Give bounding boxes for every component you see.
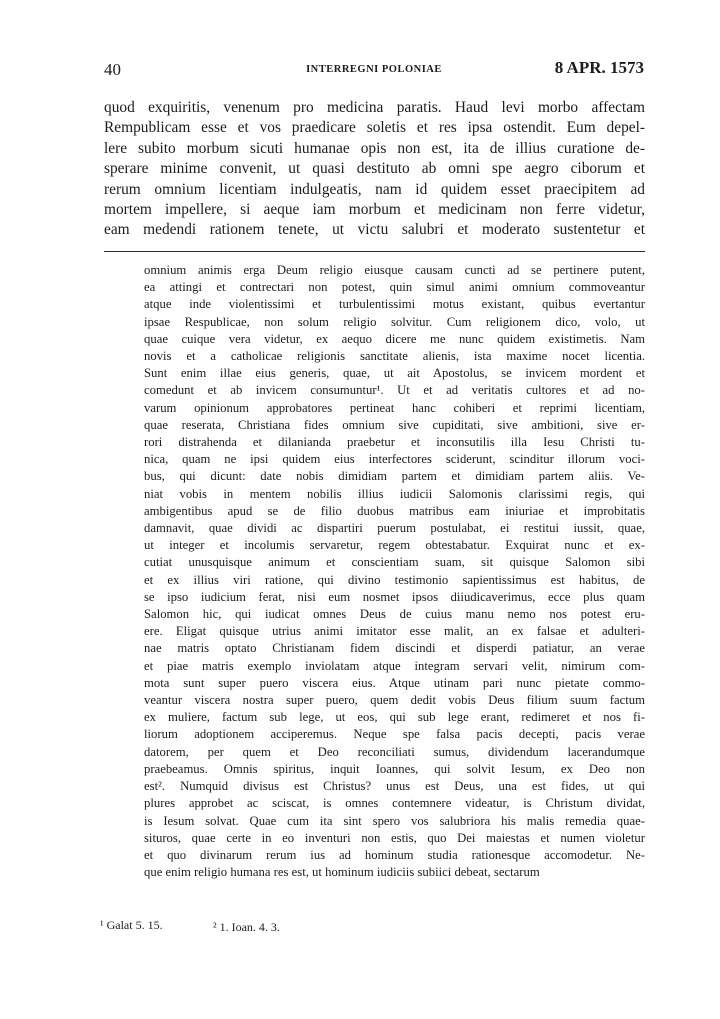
text-line: eam medendi rationem tenete, ut victu salubri et moderato sustentetur et [104,221,645,239]
text-line: Rempublicam esse et vos praedicare soletis et res ipsa ostendit. Eum depel- [104,119,645,137]
commentary-text-block [144,262,645,881]
text-line: omnium animis erga Deum religio eiusque causam cuncti ad se pertinere putent, [144,263,645,277]
text-line: mortem impellere, si aeque iam morbum et medicinam non ferre videtur, [104,201,645,219]
text-line: quae reserata, Christiana fides omnium sive cupiditati, sive ambitioni, sive er- [144,417,645,432]
text-line: bus, qui dicunt: date nobis dimidiam partem et dimidiam partem aliis. Ve- [144,469,645,484]
text-line: ipsae Respublicae, non solum religio solvitur. Cum religionem dico, volo, ut [144,314,645,329]
text-line: est². Numquid divisus est Christus? unus est Deus, una est fides, ut qui [144,779,645,794]
text-line: ambigentibus apud se de filio duobus matribus eam iniuriae et improbitatis [144,503,645,518]
text-line: novis et a catholicae religionis sanctitate alienis, ista maxime nocet licentia. [144,349,645,364]
text-line: quod exquiritis, venenum pro medicina paratis. Haud levi morbo affectam [104,99,645,116]
text-line: damnavit, quae dividi ac dispartiri puerum postulabat, ei restitui iussit, quae, [144,521,645,536]
main-text-block [104,98,645,241]
footnotes [100,918,645,938]
text-line: praebeamus. Omnis spiritus, inquit Ioannes, qui solvit Iesum, ex Deo non [144,761,645,776]
text-line: atque inde violentissimi et turbulentissimi motus existant, quibus evertantur [144,297,645,312]
text-line: Sunt enim illae eius generis, quae, ut ait Apostolus, se invicem mordent et [144,366,645,381]
text-line: nica, quam ne ipsi quidem eius interfectores sciderunt, scinditur illorum voci- [144,452,645,467]
text-line: rerum omnium licentiam indulgeatis, nam id quidem esset praecipitem ad [104,180,645,198]
text-line: et quo divinarum rerum ius ad hominum studia rationesque accomodetur. Ne- [144,847,645,862]
running-title: INTERREGNI POLONIAE [306,64,442,75]
text-line: ea attingi et contrectari non potest, quin simul animi omnium commoveantur [144,280,645,295]
text-line: et piae matris exemplo inviolatam atque integram servari velit, nimirum com- [144,658,645,673]
footnote-2: ² 1. Ioan. 4. 3. [213,920,280,934]
text-line: ex muliere, factum sub lege, ut eos, qui sub lege erant, redimeret et nos fi- [144,710,645,725]
running-date: 8 APR. 1573 [554,58,644,77]
text-line: lere subito morbum sicuti humanae opis non est, ita de illius curatione de- [104,139,645,157]
running-head [104,58,644,82]
footnote-1: ¹ Galat 5. 15. [100,918,163,932]
text-line: nae matris optato Christianam fidem discindi et disperdi patiatur, an verae [144,641,645,656]
text-line: ut integer et incolumis servaretur, regem obtestabatur. Exquirat nunc et ex- [144,538,645,553]
text-divider [104,251,645,252]
text-line: situros, quae certe in eo inventuri non estis, quo Dei maiestas et numen violetur [144,830,645,845]
text-line: Salomon hic, qui iudicat omnes Deus de cuius manu nemo nos potest eru- [144,607,645,622]
page-number: 40 [104,60,121,79]
text-line: quae cuique vera videtur, ex aequo dicere me nunc quidem existimetis. Nam [144,331,645,346]
text-line: varum opinionum approbatores pertineat hanc cohiberi et reprimi licentiam, [144,400,645,415]
text-line: datorem, per quem et Deo reconciliati sumus, dividendum lacerandumque [144,744,645,759]
text-line: plures approbet ac sciscat, is omnes contemnere videatur, is Christum dividat, [144,796,645,811]
text-line: veantur viscera nostra super puero, quem dedit vobis Deus filium suum factum [144,693,645,708]
text-line: et ex illius viri ratione, qui divino testimonio sapientissimus est habitus, de [144,572,645,587]
text-line: que enim religio humana res est, ut hominum iudiciis subiici debeat, sectarum [144,865,540,880]
text-line: is Iesum solvat. Quae cum ita sint spero vos salubriora his malis remedia quae- [144,813,645,828]
text-line: sperare minime convenit, ut quasi destituto ab omni spe aegro ciborum et [104,160,645,178]
text-line: mota sunt super puero viscera eius. Atque utinam pari nunc pietate commo- [144,675,645,690]
text-line: cutiat unusquisque animum et conscientiam suam, sit quisque Salomon sibi [144,555,645,570]
text-line: niat vobis in mentem nobilis illius iudicii Salomonis clarissimi regis, qui [144,486,645,501]
text-line: se ipso iudicium ferat, nisi eum nosmet ipsos diiudicaverimus, ecce plus quam [144,589,645,604]
text-line: comedunt et ab invicem consumuntur¹. Ut et ad veritatis cultores et ad no- [144,383,645,398]
text-line: liorum adoptionem acciperemus. Neque spe falsa pacis decepti, pacis verae [144,727,645,742]
text-line: ere. Eligat quisque utrius animi imitator esse malit, an ex falsae et adulteri- [144,624,645,639]
text-line: rori distrahenda et dilanianda praebetur et inconsutilis illa Iesu Christi tu- [144,435,645,450]
